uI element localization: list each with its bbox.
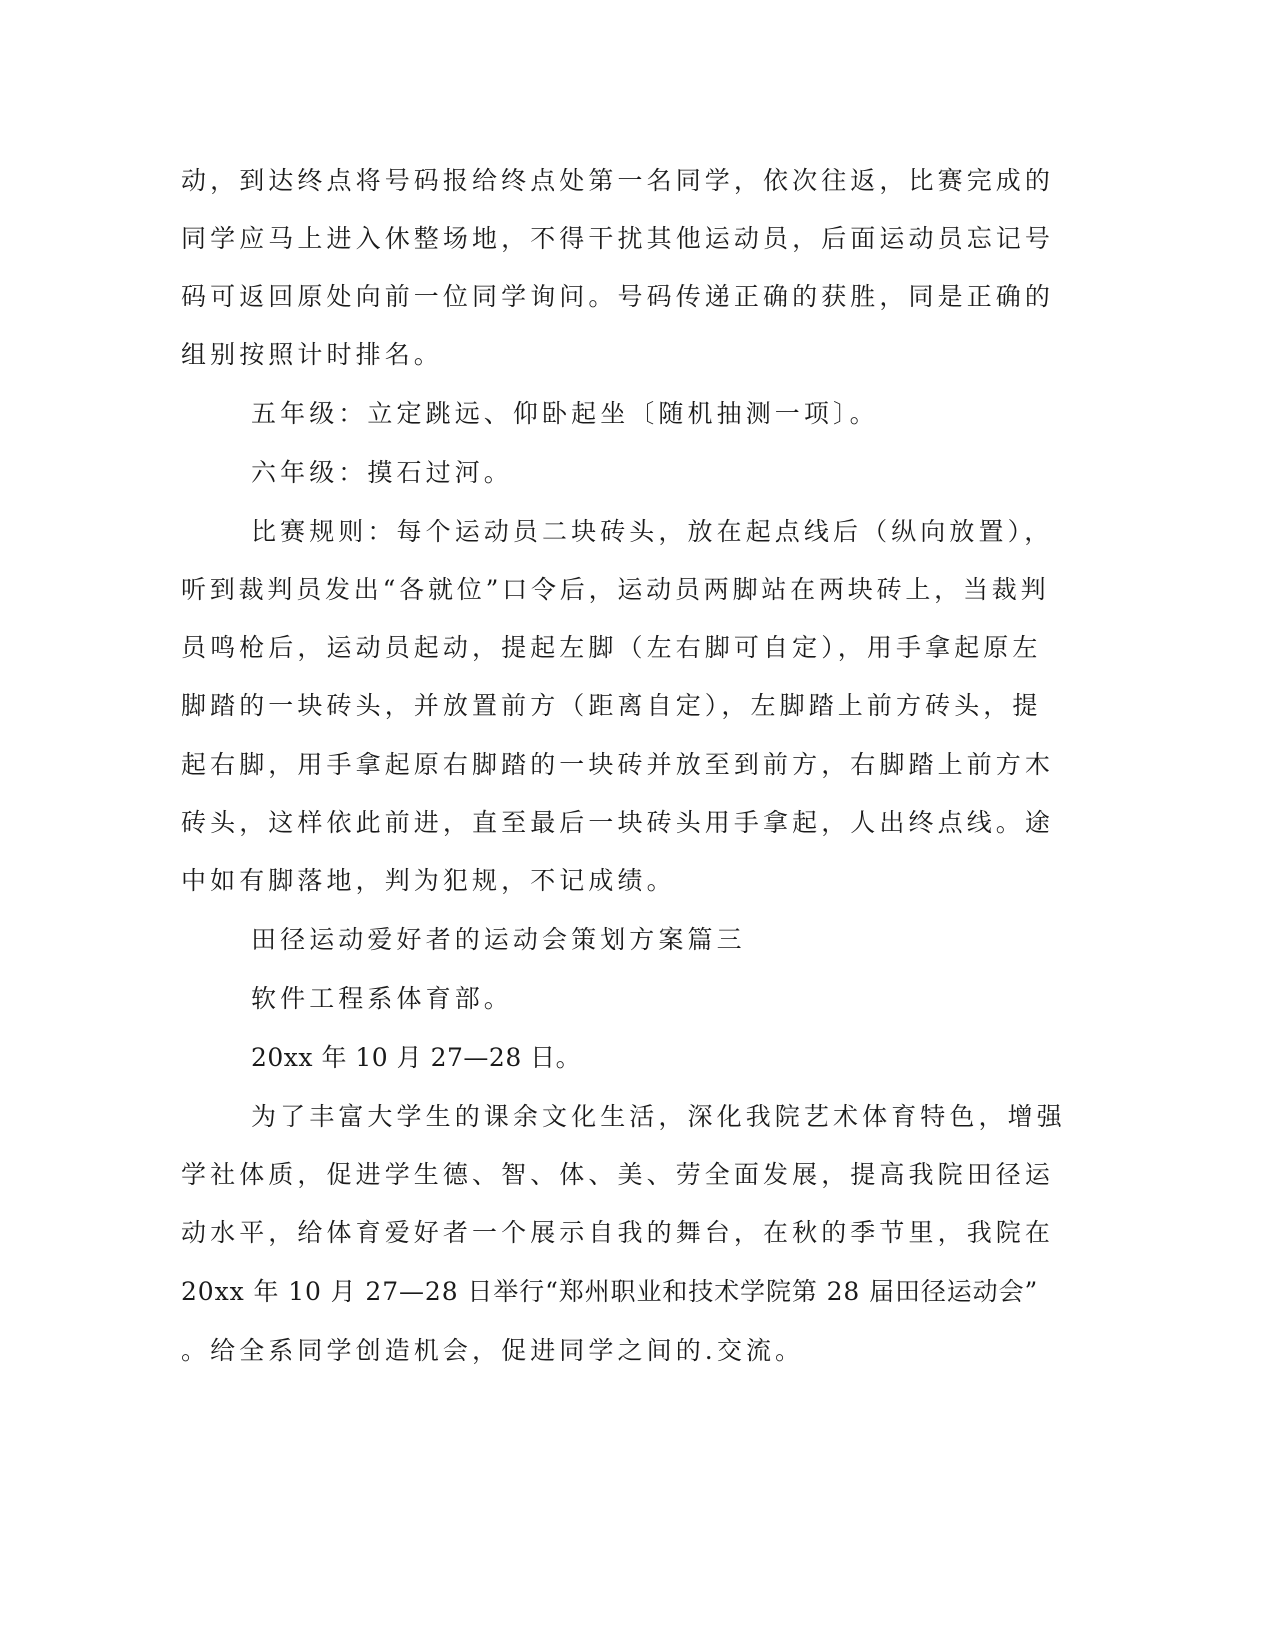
body-text-line: 砖头，这样依此前进，直至最后一块砖头用手拿起，人出终点线。途 (181, 808, 1055, 837)
grade-five-line: 五年级：立定跳远、仰卧起坐〔随机抽测一项〕。 (251, 399, 879, 428)
section-title: 田径运动爱好者的运动会策划方案篇三 (251, 925, 746, 954)
body-text-line: 员鸣枪后，运动员起动，提起左脚（左右脚可自定），用手拿起原左 (181, 633, 1042, 662)
body-text-line: 动，到达终点将号码报给终点处第一名同学，依次往返，比赛完成的 (181, 166, 1055, 195)
body-text-line: 听到裁判员发出“各就位”口令后，运动员两脚站在两块砖上，当裁判 (181, 575, 1050, 604)
organizer-line: 软件工程系体育部。 (251, 984, 513, 1013)
body-text-line: 码可返回原处向前一位同学询问。号码传递正确的获胜，同是正确的 (181, 282, 1055, 311)
body-text-line: 20xx 年 10 月 27—28 日举行“郑州职业和技术学院第 28 届田径运动会” (181, 1277, 1039, 1306)
date-line: 20xx 年 10 月 27—28 日。 (251, 1043, 582, 1072)
grade-six-line: 六年级：摸石过河。 (251, 458, 513, 487)
body-text-line: 脚踏的一块砖头，并放置前方（距离自定），左脚踏上前方砖头，提 (181, 691, 1042, 720)
body-text-line: 为了丰富大学生的课余文化生活，深化我院艺术体育特色，增强 (251, 1102, 1066, 1131)
body-text-line: 同学应马上进入休整场地，不得干扰其他运动员，后面运动员忘记号 (181, 224, 1055, 253)
body-text-line: 组别按照计时排名。 (181, 340, 443, 369)
body-text-line: 动水平，给体育爱好者一个展示自我的舞台，在秋的季节里，我院在 (181, 1218, 1055, 1247)
body-text-line: 比赛规则：每个运动员二块砖头，放在起点线后（纵向放置）， (251, 517, 1054, 546)
body-text-line: 中如有脚落地，判为犯规，不记成绩。 (181, 866, 676, 895)
body-text-line: 起右脚，用手拿起原右脚踏的一块砖并放至到前方，右脚踏上前方木 (181, 750, 1055, 779)
body-text-line: 学社体质，促进学生德、智、体、美、劳全面发展，提高我院田径运 (181, 1160, 1055, 1189)
body-text-line: 。给全系同学创造机会，促进同学之间的.交流。 (181, 1336, 805, 1365)
